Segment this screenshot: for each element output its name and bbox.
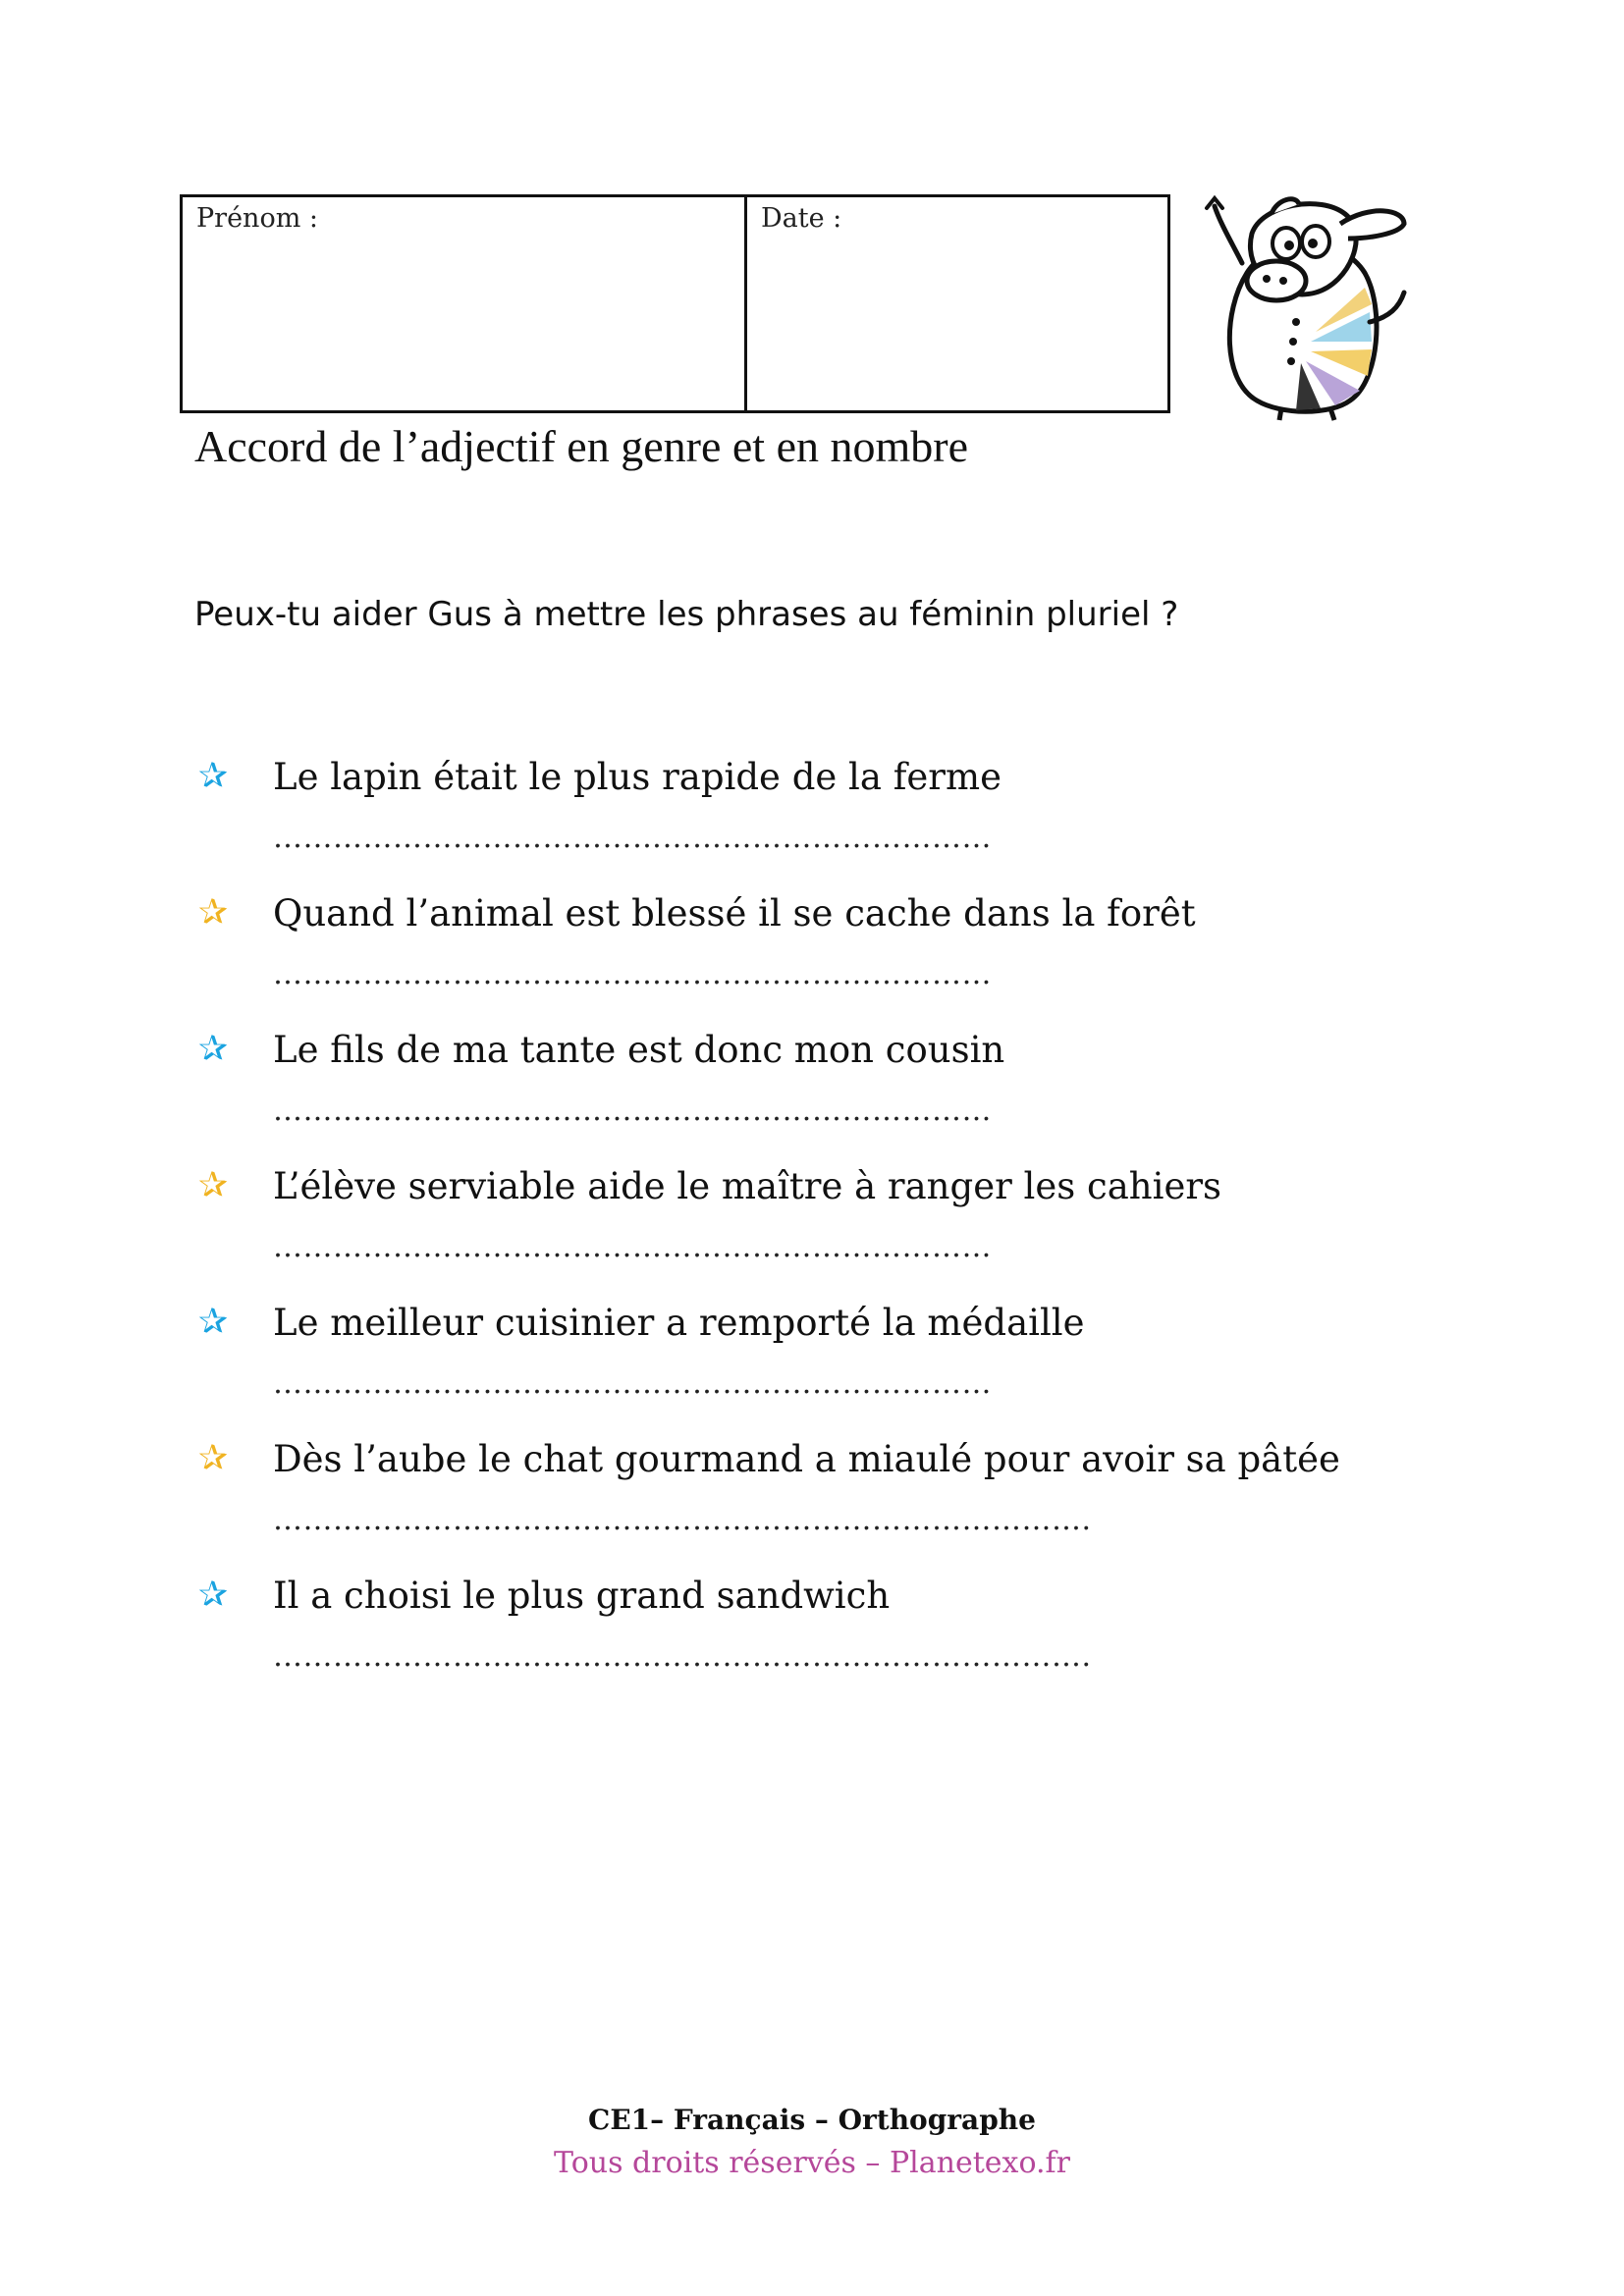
star-icon: ✰ (197, 1302, 229, 1342)
worksheet-title: Accord de l’adjectif en genre et en nombre (194, 421, 968, 471)
answer-line[interactable]: ……………………………………………………………… (273, 957, 992, 991)
list-item (194, 1165, 1471, 1302)
list-item (194, 892, 1471, 1029)
exercise-sentence: Le meilleur cuisinier a remporté la médaille (273, 1302, 1085, 1344)
star-icon: ✰ (197, 1575, 229, 1615)
date-field[interactable] (747, 197, 1167, 410)
prenom-label: Prénom : (196, 203, 318, 234)
gus-mascot-icon (1203, 194, 1414, 422)
list-item (194, 1302, 1471, 1438)
footer-course: CE1– Français – Orthographe (588, 2104, 1036, 2136)
exercise-sentence: L’élève serviable aide le maître à ranger les cahiers (273, 1165, 1222, 1207)
exercise-sentence: Il a choisi le plus grand sandwich (273, 1575, 891, 1617)
exercise-sentence: Quand l’animal est blessé il se cache dans la forêt (273, 892, 1196, 934)
star-icon: ✰ (197, 756, 229, 796)
list-item (194, 756, 1471, 892)
answer-line[interactable]: ……………………………………………………………… (273, 1094, 992, 1128)
answer-line[interactable]: ……………………………………………………………… (273, 821, 992, 855)
instruction-text: Peux-tu aider Gus à mettre les phrases au féminin pluriel ? (194, 595, 1179, 634)
date-label: Date : (761, 203, 842, 234)
list-item (194, 1438, 1471, 1575)
answer-line[interactable]: ………………………………………………………………………. (273, 1503, 1092, 1537)
star-icon: ✰ (197, 1165, 229, 1205)
star-icon: ✰ (197, 1438, 229, 1478)
answer-line[interactable]: ………………………………………………………………………. (273, 1639, 1092, 1674)
star-icon: ✰ (197, 1029, 229, 1069)
star-icon: ✰ (197, 892, 229, 933)
list-item (194, 1029, 1471, 1165)
list-item (194, 1575, 1471, 1711)
answer-line[interactable]: ……………………………………………………………… (273, 1366, 992, 1401)
exercise-sentence: Le fils de ma tante est donc mon cousin (273, 1029, 1005, 1071)
answer-line[interactable]: ……………………………………………………………… (273, 1230, 992, 1264)
footer-rights: Tous droits réservés – Planetexo.fr (554, 2146, 1070, 2180)
prenom-field[interactable] (183, 197, 747, 410)
name-date-box (180, 194, 1170, 413)
exercise-sentence: Le lapin était le plus rapide de la ferme (273, 756, 1001, 798)
exercise-sentence: Dès l’aube le chat gourmand a miaulé pour avoir sa pâtée (273, 1438, 1340, 1480)
exercise-list (194, 756, 1471, 1711)
